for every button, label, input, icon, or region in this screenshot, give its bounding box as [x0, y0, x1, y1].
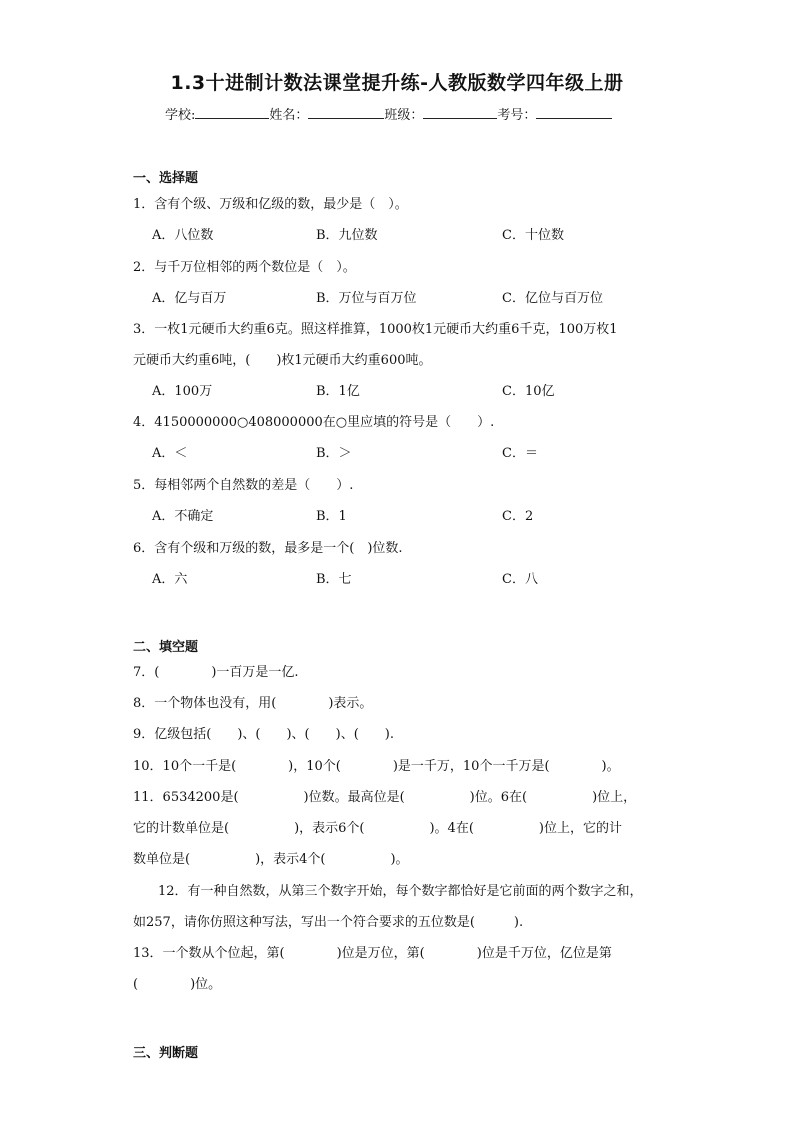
question-12-line-1: 12．有一种自然数，从第三个数字开始，每个数字都恰好是它前面的两个数字之和，: [158, 884, 643, 899]
page-title: 1.3十进制计数法课堂提升练-人教版数学四年级上册: [170, 72, 624, 94]
question-13-line-2: ( )位。: [133, 977, 222, 992]
question-3-line-2: 元硬币大约重6吨，( )枚1元硬币大约重600吨。: [133, 353, 432, 368]
question-3-line-1: 3．一枚1元硬币大约重6克。照这样推算，1000枚1元硬币大约重6千克，100万枚1: [133, 322, 618, 337]
school-label: 学校:: [165, 108, 196, 123]
school-blank: [195, 104, 269, 119]
q6-option-c: C．八: [502, 572, 538, 587]
class-blank: [423, 104, 497, 119]
name-blank: [308, 104, 384, 119]
q2-option-a: A．亿与百万: [152, 291, 227, 306]
q3-option-c: C．10亿: [502, 384, 555, 399]
q1-option-a: A．八位数: [152, 228, 214, 243]
q1-option-c: C．十位数: [502, 228, 564, 243]
question-5: 5．每相邻两个自然数的差是（ ）.: [133, 478, 354, 493]
section-heading-fill: 二、填空题: [133, 640, 199, 655]
question-2: 2．与千万位相邻的两个数位是（ ）。: [133, 260, 356, 275]
question-12-line-2: 如257，请你仿照这种写法，写出一个符合要求的五位数是( ).: [133, 915, 524, 930]
q5-option-b: B．1: [316, 509, 347, 524]
q2-option-c: C．亿位与百万位: [502, 291, 603, 306]
question-4: 4．4150000000○408000000在○里应填的符号是（ ）.: [133, 415, 495, 430]
question-8: 8．一个物体也没有，用( )表示。: [133, 696, 373, 711]
q5-option-a: A．不确定: [152, 509, 214, 524]
q5-option-c: C．2: [502, 509, 534, 524]
exam-no-label: 考号：: [497, 108, 537, 123]
question-1: 1．含有个级、万级和亿级的数，最少是（ ）。: [133, 197, 408, 212]
question-9: 9．亿级包括( )、( )、( )、( ).: [133, 727, 394, 742]
q3-option-a: A．100万: [152, 384, 213, 399]
q4-option-b: B．＞: [316, 446, 352, 461]
q1-option-b: B．九位数: [316, 228, 378, 243]
question-7: 7．( )一百万是一亿.: [133, 665, 299, 680]
q2-option-b: B．万位与百万位: [316, 291, 417, 306]
question-11-line-3: 数单位是( )，表示4个( )。: [133, 852, 409, 867]
class-label: 班级：: [384, 108, 424, 123]
question-11-line-1: 11．6534200是( )位数。最高位是( )位。6在( )位上，: [133, 790, 637, 805]
section-heading-choice: 一、选择题: [133, 171, 199, 186]
question-6: 6．含有个级和万级的数，最多是一个( )位数.: [133, 541, 403, 556]
q3-option-b: B．1亿: [316, 384, 360, 399]
q6-option-b: B．七: [316, 572, 352, 587]
q6-option-a: A．六: [152, 572, 188, 587]
section-heading-judge: 三、判断题: [133, 1046, 199, 1061]
q4-option-c: C．＝: [502, 446, 538, 461]
question-11-line-2: 它的计数单位是( )，表示6个( )。4在( )位上，它的计: [133, 821, 622, 836]
name-label: 姓名：: [269, 108, 309, 123]
q4-option-a: A．＜: [152, 446, 188, 461]
student-info-row: [165, 104, 612, 123]
exam-no-blank: [536, 104, 612, 119]
question-10: 10．10个一千是( )，10个( )是一千万，10个一千万是( )。: [133, 759, 620, 774]
question-13-line-1: 13．一个数从个位起，第( )位是万位，第( )位是千万位，亿位是第: [133, 946, 612, 961]
